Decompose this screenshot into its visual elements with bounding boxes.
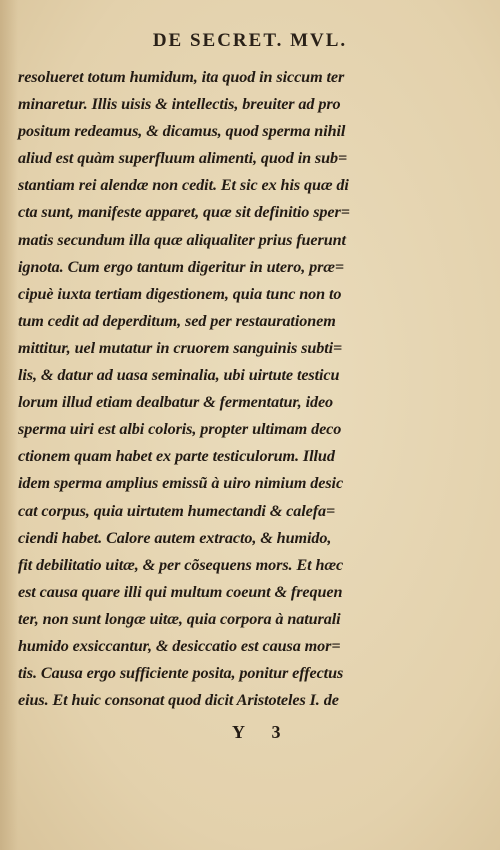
body-text (18, 64, 396, 714)
text-line: minaretur. Illis uisis & intellectis, breuiter ad pro (18, 95, 341, 114)
text-line: aliud est quàm superfluum alimenti, quod in sub= (18, 149, 348, 168)
text-line: lis, & datur ad uasa seminalia, ubi uirtute testicu (18, 366, 340, 385)
text-line: est causa quare illi qui multum coeunt & frequen (18, 582, 343, 601)
text-line: ter, non sunt longæ uitæ, quia corpora à naturali (18, 609, 341, 628)
text-line: sperma uiri est albi coloris, propter ultimam deco (18, 420, 342, 439)
text-line: humido exsiccantur, & desiccatio est causa mor= (18, 636, 341, 655)
text-line: ctionem quam habet ex parte testiculorum. Illud (18, 447, 335, 466)
text-line: idem sperma amplius emissũ à uiro nimium desic (18, 474, 344, 493)
text-line: positum redeamus, & dicamus, quod sperma nihil (18, 122, 346, 141)
running-header: DE SECRET. MVL. (152, 30, 348, 51)
text-line: mittitur, uel mutatur in cruorem sanguinis subti= (18, 338, 343, 357)
text-line: ciendi habet. Calore autem extracto, & humido, (18, 528, 332, 547)
text-line: cat corpus, quia uirtutem humectandi & calefa= (18, 501, 336, 520)
text-line: lorum illud etiam dealbatur & fermentatur, ideo (18, 393, 334, 412)
signature-mark (232, 722, 281, 743)
text-line: tis. Causa ergo sufficiente posita, ponitur effectus (18, 664, 344, 683)
page-gutter-shadow (0, 0, 18, 850)
text-line: tum cedit ad deperditum, sed per restaurationem (18, 311, 336, 330)
text-line: ignota. Cum ergo tantum digeritur in utero, præ= (18, 257, 345, 276)
text-line: cta sunt, manifeste apparet, quæ sit definitio sper= (18, 203, 350, 222)
text-line: fit debilitatio uitæ, & per cõsequens mors. Et hæc (18, 555, 344, 574)
text-line: cipuè iuxta tertiam digestionem, quia tunc non to (18, 284, 342, 303)
signature-letter: Y (232, 722, 245, 742)
text-line: resolueret totum humidum, ita quod in siccum ter (18, 68, 345, 86)
text-line: stantiam rei alendæ non cedit. Et sic ex his quæ di (18, 176, 349, 195)
text-line: matis secundum illa quæ aliqualiter prius fuerunt (18, 230, 346, 249)
signature-number: 3 (271, 722, 281, 742)
text-line: eius. Et huic consonat quod dicit Aristoteles I. de (18, 691, 339, 710)
